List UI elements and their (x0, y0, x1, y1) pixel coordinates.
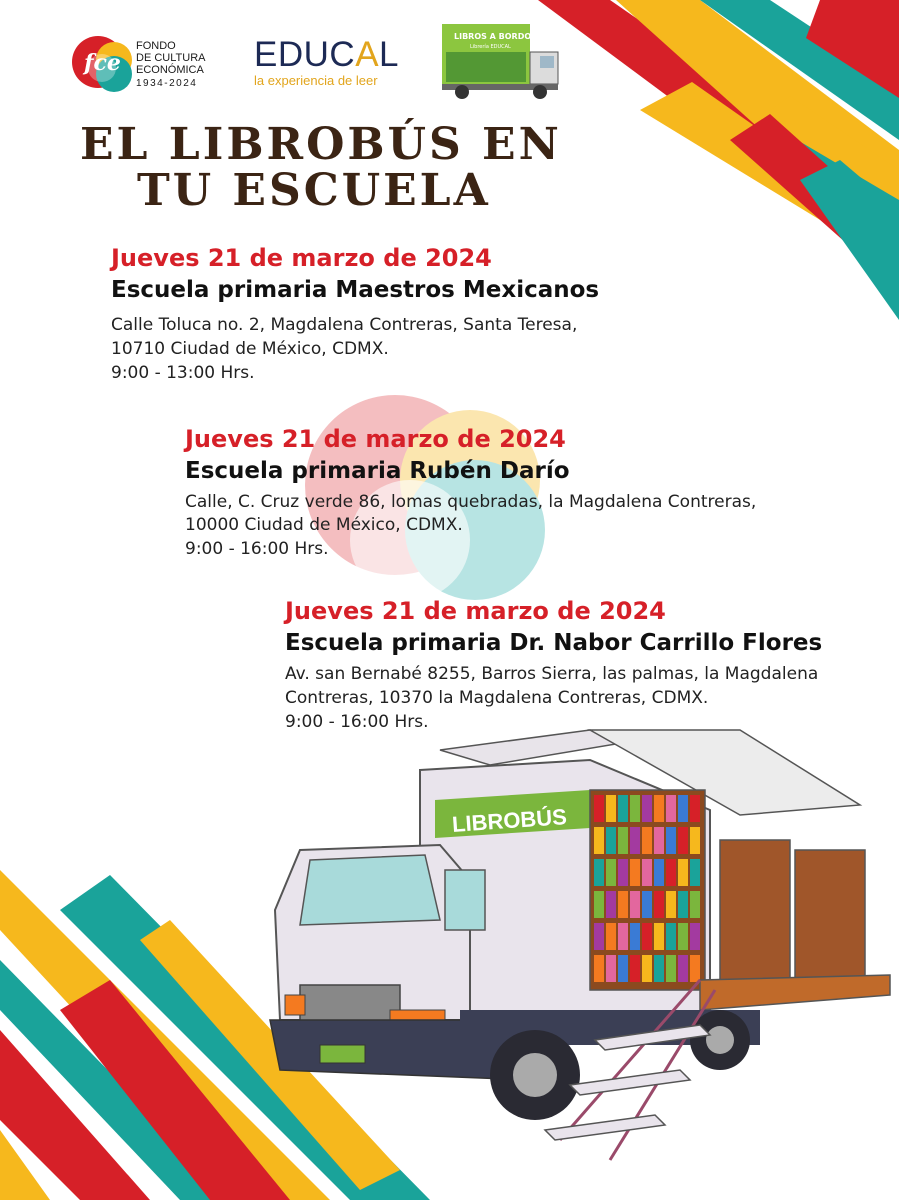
fce-name-line2: DE CULTURA (136, 52, 206, 64)
event-2-address-line1: Calle, C. Cruz verde 86, lomas quebradas, la Magdalena Contreras, (185, 492, 757, 512)
fce-logo (70, 32, 240, 96)
educal-name-part2: A (355, 35, 380, 74)
fce-name-line3: ECONÓMICA (136, 64, 204, 76)
event-2-date: Jueves 21 de marzo de 2024 (185, 425, 566, 453)
libros-a-bordo-sub: Librería EDUCAL (470, 44, 511, 50)
poster-title-line1: EL LIBROBÚS EN (80, 119, 562, 170)
fce-years: 1934-2024 (136, 78, 198, 89)
educal-tagline: la experiencia de leer (254, 73, 378, 88)
event-3-address-line1: Av. san Bernabé 8255, Barros Sierra, las palmas, la Magdalena (285, 664, 819, 684)
event-2-hours: 9:00 - 16:00 Hrs. (185, 539, 329, 559)
event-1-address-line2: 10710 Ciudad de México, CDMX. (111, 339, 389, 359)
event-1-address-line1: Calle Toluca no. 2, Magdalena Contreras, Santa Teresa, (111, 315, 578, 335)
fce-mark-text: fce (84, 50, 121, 76)
event-2-address-line2: 10000 Ciudad de México, CDMX. (185, 515, 463, 535)
librobus-illustration (260, 720, 899, 1190)
event-1-hours: 9:00 - 13:00 Hrs. (111, 363, 255, 383)
fce-name-line1: FONDO (136, 40, 176, 52)
educal-name-part3: L (379, 35, 400, 74)
event-1-date: Jueves 21 de marzo de 2024 (111, 244, 492, 272)
libros-a-bordo-truck-logo (440, 22, 570, 102)
poster-title-line2: TU ESCUELA (137, 165, 491, 216)
event-3-hours: 9:00 - 16:00 Hrs. (285, 712, 429, 732)
educal-name-part1: EDUC (254, 35, 356, 74)
event-2-school: Escuela primaria Rubén Darío (185, 458, 570, 484)
event-3-date: Jueves 21 de marzo de 2024 (285, 597, 666, 625)
educal-logo (254, 36, 414, 92)
event-3-school: Escuela primaria Dr. Nabor Carrillo Flores (285, 630, 823, 656)
event-1-school: Escuela primaria Maestros Mexicanos (111, 277, 600, 303)
librobus-sign-text: LIBROBÚS (451, 804, 568, 837)
libros-a-bordo-sign: LIBROS A BORDO (454, 32, 532, 41)
event-3-address-line2: Contreras, 10370 la Magdalena Contreras, CDMX. (285, 688, 709, 708)
